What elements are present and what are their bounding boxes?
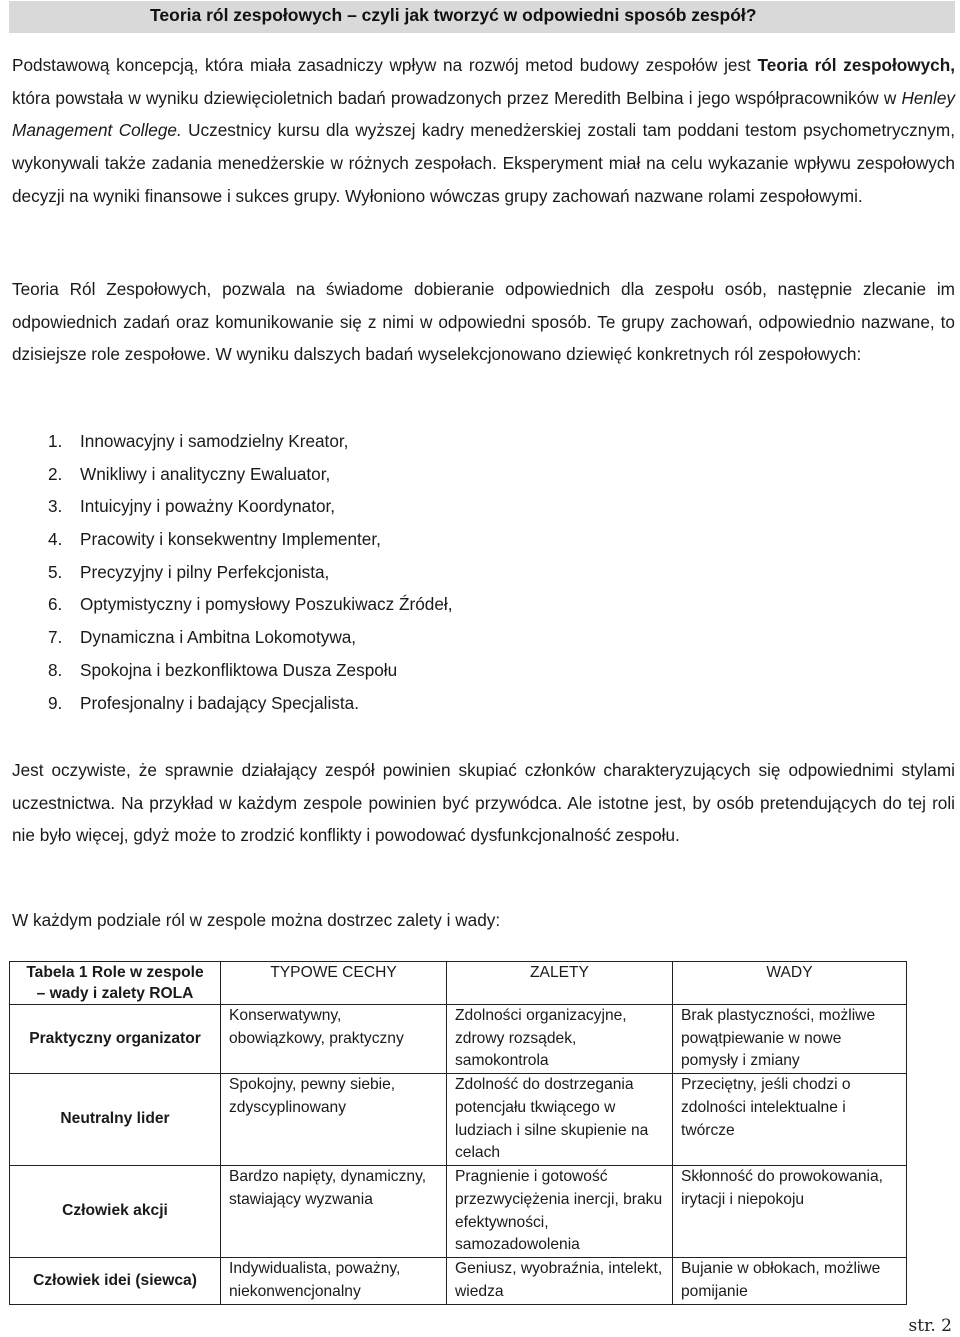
table-caption-line1: Tabela 1 Role w zespole xyxy=(26,964,204,981)
role-text: Optymistyczny i pomysłowy Poszukiwacz Źródeł, xyxy=(80,594,453,615)
role-text: Intuicyjny i poważny Koordynator, xyxy=(80,496,336,517)
header-traits: TYPOWE CECHY xyxy=(221,962,447,1005)
table-caption-line2: – wady i zalety ROLA xyxy=(36,985,194,1002)
role-list-item xyxy=(48,458,453,491)
role-number: 9. xyxy=(48,692,63,713)
intro-paragraph xyxy=(12,49,955,213)
role-name-cell: Neutralny lider xyxy=(10,1074,221,1166)
cons-cell: Przeciętny, jeśli chodzi o zdolności intelektualne i twórcze xyxy=(673,1074,907,1166)
role-text: Profesjonalny i badający Specjalista. xyxy=(80,692,359,713)
traits-cell: Bardzo napięty, dynamiczny, stawiający wyzwania xyxy=(221,1166,447,1258)
roles-list xyxy=(48,425,453,719)
role-list-item xyxy=(48,425,453,458)
role-number: 8. xyxy=(48,659,63,680)
role-text: Dynamiczna i Ambitna Lokomotywa, xyxy=(80,627,357,648)
role-name-cell: Człowiek akcji xyxy=(10,1166,221,1258)
header-pros: ZALETY xyxy=(447,962,673,1005)
intro-italic-college: Henley Management College. xyxy=(12,87,955,141)
role-number: 2. xyxy=(48,463,63,484)
header-cons: WADY xyxy=(673,962,907,1005)
role-list-item xyxy=(48,621,453,654)
team-paragraph: Jest oczywiste, że sprawnie działający zespół powinien skupiać członków charakteryzujących się odpowiednimi stylami uczestnictwa. Na przykład w każdym zespole powinien być przywódca. Ale istotne jest, by osób pretendujących do tej roli nie było więcej, gdyż może to zrodzić konflikty i powodować dysfunkcjonalność zespołu. xyxy=(12,760,955,846)
theory-paragraph: Teoria Ról Zespołowych, pozwala na świadome dobieranie odpowiednich dla zespołu osób, następnie zlecanie im odpowiednich zadań oraz komunikowanie się z nimi w odpowiedni sposób. Te grupy zachowań, odpowiednio nazwane, to dzisiejsze role zespołowe. W wyniku dalszych badań wyselekcjonowano dziewięć konkretnych ról zespołowych: xyxy=(12,279,955,365)
role-number: 1. xyxy=(48,431,63,451)
table-header-row xyxy=(10,962,907,1005)
traits-cell: Konserwatywny, obowiązkowy, praktyczny xyxy=(221,1005,447,1074)
table-row xyxy=(10,1257,907,1304)
page-number: str. 2 xyxy=(908,1316,952,1336)
roles-table xyxy=(9,961,907,1305)
role-text: Precyzyjny i pilny Perfekcjonista, xyxy=(80,561,330,582)
table-row xyxy=(10,1166,907,1258)
role-number: 5. xyxy=(48,561,63,582)
pros-cell: Geniusz, wyobraźnia, intelekt, wiedza xyxy=(447,1257,673,1304)
page-title: Teoria ról zespołowych – czyli jak tworzyć w odpowiedni sposób zespół? xyxy=(9,1,955,33)
pros-cons-intro: W każdym podziale ról w zespole można dostrzec zalety i wady: xyxy=(12,910,501,930)
role-list-item xyxy=(48,523,453,556)
role-name-cell: Człowiek idei (siewca) xyxy=(10,1257,221,1304)
intro-bold-term: Teoria ról zespołowych, xyxy=(757,55,955,75)
cons-cell: Skłonność do prowokowania, irytacji i niepokoju xyxy=(673,1166,907,1258)
traits-cell: Spokojny, pewny siebie, zdyscyplinowany xyxy=(221,1074,447,1166)
role-name-cell: Praktyczny organizator xyxy=(10,1005,221,1074)
table-row xyxy=(10,1074,907,1166)
intro-text-3: Uczestnicy kursu dla wyższej kadry menedżerskiej zostali tam poddani testom psychometrycznym, wykonywali także zadania menedżerskie w różnych zespołach. Eksperyment miał na celu wykazanie wpływu zespołowych decyzji na wyniki finansowe i sukces grupy. Wyłoniono wówczas grupy zachowań nazwane rolami zespołowymi. xyxy=(12,120,955,206)
role-list-item xyxy=(48,556,453,589)
role-number: 4. xyxy=(48,529,63,550)
cons-cell: Bujanie w obłokach, możliwe pomijanie xyxy=(673,1257,907,1304)
intro-text-2: która powstała w wyniku dziewięcioletnich badań prowadzonych przez Meredith Belbina i jego współpracowników w xyxy=(12,87,902,108)
pros-cell: Zdolność do dostrzegania potencjału tkwiącego w ludziach i silne skupienie na celach xyxy=(447,1074,673,1166)
role-text: Pracowity i konsekwentny Implementer, xyxy=(80,529,381,550)
role-text: Wnikliwy i analityczny Ewaluator, xyxy=(80,463,331,484)
role-number: 6. xyxy=(48,594,63,615)
role-list-item xyxy=(48,654,453,687)
role-list-item xyxy=(48,588,453,621)
role-list-item xyxy=(48,687,453,720)
role-number: 3. xyxy=(48,496,63,517)
pros-cell: Pragnienie i gotowość przezwyciężenia inercji, braku efektywności, samozadowolenia xyxy=(447,1166,673,1258)
role-text: Innowacyjny i samodzielny Kreator, xyxy=(80,431,349,451)
table-row xyxy=(10,1005,907,1074)
intro-text-1: Podstawową koncepcją, która miała zasadniczy wpływ na rozwój metod budowy zespołów jest xyxy=(12,55,758,75)
pros-cell: Zdolności organizacyjne, zdrowy rozsądek, samokontrola xyxy=(447,1005,673,1074)
role-text: Spokojna i bezkonfliktowa Dusza Zespołu xyxy=(80,659,398,680)
role-number: 7. xyxy=(48,627,63,648)
traits-cell: Indywidualista, poważny, niekonwencjonalny xyxy=(221,1257,447,1304)
role-list-item xyxy=(48,490,453,523)
table-caption xyxy=(10,962,221,1005)
cons-cell: Brak plastyczności, możliwe powątpiewanie w nowe pomysły i zmiany xyxy=(673,1005,907,1074)
